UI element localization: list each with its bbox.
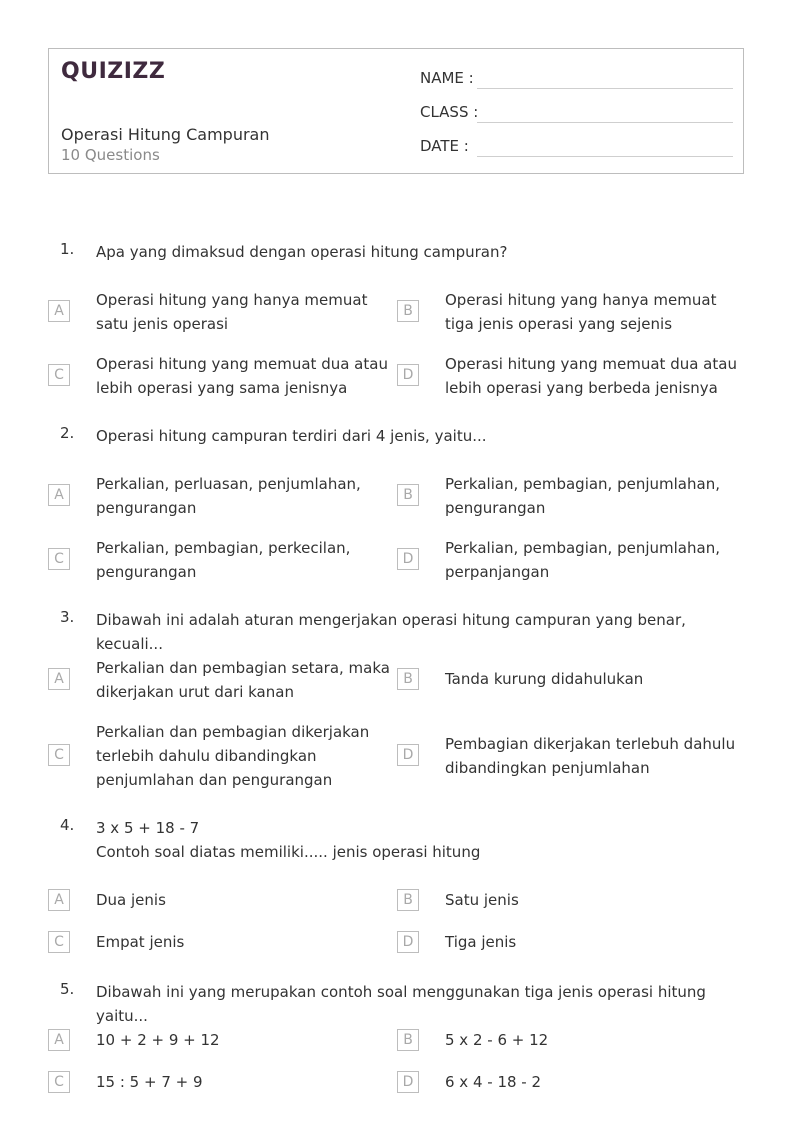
option-text: Operasi hitung yang hanya memuat satu jenis operasi [96,291,368,333]
option-text: Operasi hitung yang memuat dua atau lebih operasi yang berbeda jenisnya [445,355,737,397]
option-text: Perkalian, perluasan, penjumlahan, pengurangan [96,475,361,517]
option-text: Empat jenis [96,933,185,951]
date-line [477,156,733,157]
question-count: 10 Questions [61,146,160,164]
worksheet-header [48,48,744,174]
option-text: Tiga jenis [445,933,517,951]
option-letter-box: C [48,1071,70,1093]
option-text: Dua jenis [96,891,166,909]
option-text: Perkalian, pembagian, perkecilan, pengurangan [96,539,351,581]
name-line [477,88,733,89]
option-text: 6 x 4 - 18 - 2 [445,1073,542,1091]
question-text: Operasi hitung campuran terdiri dari 4 jenis, yaitu... [96,427,487,445]
option-letter-box: C [48,548,70,570]
option-letter-box: A [48,889,70,911]
option-text: Perkalian dan pembagian dikerjakan terlebih dahulu dibandingkan penjumlahan dan pengurangan [96,723,370,789]
question-number: 3. [60,608,75,626]
question-text: Apa yang dimaksud dengan operasi hitung campuran? [96,243,508,261]
option-letter-box: B [397,889,419,911]
question-text: Dibawah ini yang merupakan contoh soal menggunakan tiga jenis operasi hitung yaitu... [96,983,706,1025]
option-text: Operasi hitung yang memuat dua atau lebih operasi yang sama jenisnya [96,355,388,397]
question-text [96,816,756,864]
name-label: NAME : [420,69,474,87]
option-letter-box: C [48,364,70,386]
option-letter-box: A [48,484,70,506]
question-text: Dibawah ini adalah aturan mengerjakan operasi hitung campuran yang benar, kecuali... [96,611,686,653]
option-letter-box: A [48,1029,70,1051]
question-expression: 3 x 5 + 18 - 7 [96,819,200,837]
option-letter-box: B [397,300,419,322]
option-letter-box: B [397,1029,419,1051]
date-label: DATE : [420,137,469,155]
option-letter-box: D [397,364,419,386]
option-text: Pembagian dikerjakan terlebuh dahulu dibandingkan penjumlahan [445,735,736,777]
question-number: 1. [60,240,75,258]
option-letter-box: D [397,1071,419,1093]
question-number: 4. [60,816,75,834]
option-letter-box: A [48,668,70,690]
option-letter-box: D [397,744,419,766]
option-letter-box: D [397,931,419,953]
quizizz-logo: QUIZIZZ [61,59,166,84]
option-text: Tanda kurung didahulukan [445,670,644,688]
option-letter-box: D [397,548,419,570]
option-letter-box: C [48,931,70,953]
option-letter-box: C [48,744,70,766]
option-text: Perkalian, pembagian, penjumlahan, pengurangan [445,475,720,517]
option-text: Perkalian, pembagian, penjumlahan, perpanjangan [445,539,720,581]
option-text: 5 x 2 - 6 + 12 [445,1031,549,1049]
option-letter-box: B [397,484,419,506]
option-text: Operasi hitung yang hanya memuat tiga jenis operasi yang sejenis [445,291,717,333]
option-letter-box: A [48,300,70,322]
quiz-title: Operasi Hitung Campuran [61,125,270,144]
option-text: Perkalian dan pembagian setara, maka dikerjakan urut dari kanan [96,659,390,701]
question-prompt: Contoh soal diatas memiliki..... jenis operasi hitung [96,843,481,861]
option-text: Satu jenis [445,891,519,909]
question-number: 5. [60,980,75,998]
option-text: 15 : 5 + 7 + 9 [96,1073,203,1091]
option-text: 10 + 2 + 9 + 12 [96,1031,220,1049]
question-number: 2. [60,424,75,442]
class-line [477,122,733,123]
option-letter-box: B [397,668,419,690]
class-label: CLASS : [420,103,479,121]
